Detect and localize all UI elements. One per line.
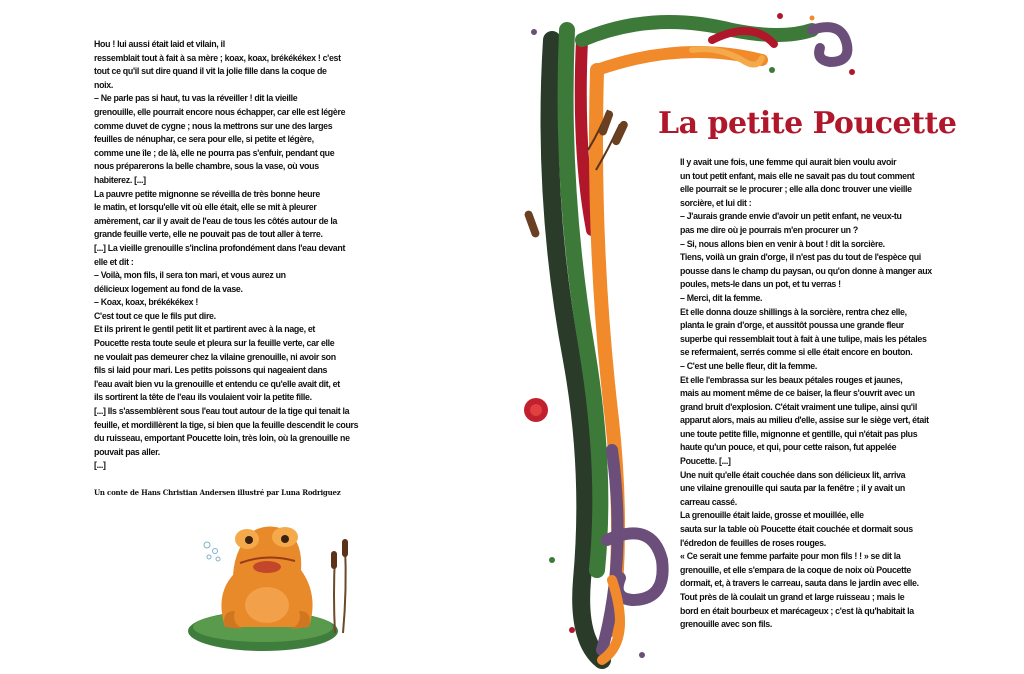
right-paragraph: Et elle donna douze shillings à la sorcière, rentra chez elle, planta le grain d'orge, et aussitôt poussa une grande fleur superbe qui ressemblait tout à fait à une tulipe, mais les pétales se refermaient, serrés comme si elle était encore en bouton. bbox=[680, 306, 927, 359]
frog-on-lily-pad-illustration bbox=[185, 515, 365, 655]
right-paragraph: « Ce serait une femme parfaite pour mon fils ! ! » se dit la grenouille, et elle s'empara de la coque de noix où Poucette dormait, et, à travers le carreau, sauta dans le jardin avec elle. bbox=[680, 551, 919, 590]
right-paragraph: – C'est une belle fleur, dit la femme. bbox=[680, 360, 818, 372]
left-paragraph: – Koax, koax, brékékékex ! bbox=[94, 297, 198, 309]
right-paragraph: – Merci, dit la femme. bbox=[680, 292, 763, 304]
left-paragraph: C'est tout ce que le fils put dire. bbox=[94, 310, 216, 322]
right-paragraph: Tout près de là coulait un grand et large ruisseau ; mais le bord en était bourbeux et marécageux ; c'est là qu'habitait la grenouille avec son fils. bbox=[680, 592, 914, 631]
left-paragraph: – Ne parle pas si haut, tu vas la réveiller ! dit la vieille grenouille, elle pourrait encore nous échapper, car elle est légère comme duvet de cygne ; nous la mettrons sur une des larges feuilles de nénuphar, ce sera pour elle, si petite et légère, comme une île ; de là, elle ne pourra pas s'enfuir, pendant que nous préparerons la belle chambre, sous la vase, où vous habiterez. [...] bbox=[94, 93, 346, 186]
right-page bbox=[512, 0, 1024, 674]
left-paragraph: [...] La vieille grenouille s'inclina profondément dans l'eau devant elle et dit : bbox=[94, 242, 346, 268]
illustration-credit: Un conte de Hans Christian Andersen illustré par Luna Rodriguez bbox=[94, 488, 341, 497]
left-paragraph: [...] bbox=[94, 460, 106, 472]
right-paragraph: – Si, nous allons bien en venir à bout ! dit la sorcière. Tiens, voilà un grain d'orge, il n'est pas du tout de l'espèce qui pousse dans le champ du paysan, ou qu'on donne à manger aux poules, mets-le dans un pot, et tu verras ! bbox=[680, 238, 932, 291]
left-paragraph: – Voilà, mon fils, il sera ton mari, et vous aurez un délicieux logement au fond de la vase. bbox=[94, 270, 286, 295]
right-paragraph: – J'aurais grande envie d'avoir un petit enfant, ne veux-tu pas me dire où je pourrais m'en procurer un ? bbox=[680, 211, 902, 236]
right-paragraph: La grenouille était laide, grosse et mouillée, elle sauta sur la table où Poucette était couchée et dormait sous l'édredon de feuilles de roses rouges. bbox=[680, 510, 913, 549]
right-paragraph: Et elle l'embrassa sur les beaux pétales rouges et jaunes, mais au moment même de ce baiser, la fleur s'ouvrit avec un grand bruit d'explosion. C'était vraiment une tulipe, ainsi qu'il apparut alors, mais au milieu d'elle, assise sur le siège vert, était une toute petite fille, mignonne et gentille, qui n'était pas plus haute qu'un pouce, et qui, pour cette raison, fut appelée Poucette. [...] bbox=[680, 374, 929, 468]
left-paragraph: [...] Ils s'assemblèrent sous l'eau tout autour de la tige qui tenait la feuille, et mordillèrent la tige, si bien que la feuille descendit le cours du ruisseau, emportant Poucette loin, très loin, où la grenouille ne pouvait pas aller. bbox=[94, 406, 359, 458]
right-paragraph: Il y avait une fois, une femme qui aurait bien voulu avoir un tout petit enfant, mais elle ne savait pas du tout comment elle pourrait se le procurer ; elle alla donc trouver une vieille sorcière, et lui dit : bbox=[680, 157, 915, 209]
left-paragraph: Hou ! lui aussi était laid et vilain, il ressemblait tout à fait à sa mère ; koax, koax, brékékékex ! c'est tout ce qu'il sut dire quand il vit la jolie fille dans la coque de noix. bbox=[94, 39, 341, 91]
left-paragraph: Et ils prirent le gentil petit lit et partirent avec à la nage, et Poucette resta toute seule et pleura sur la feuille verte, car elle ne voulait pas demeurer chez la vilaine grenouille, ni avoir son fils si laid pour mari. Les petits poissons qui nageaient dans l'eau avait bien vu la grenouille et entendu ce qu'elle avait dit, et ils sortirent la tête de l'eau ils voulaient voir la petite fille. bbox=[94, 324, 340, 404]
left-paragraph: La pauvre petite mignonne se réveilla de très bonne heure le matin, et lorsqu'elle vit où elle était, elle se mit à pleurer amèrement, car il y avait de l'eau de tous les côtés autour de la grande feuille verte, elle ne pouvait pas de tout aller à terre. bbox=[94, 188, 338, 241]
story-title: La petite Poucette bbox=[658, 106, 957, 141]
left-story-text bbox=[94, 38, 370, 473]
right-story-text bbox=[680, 156, 973, 632]
right-paragraph: Une nuit qu'elle était couchée dans son délicieux lit, arriva une vilaine grenouille qui sauta par la fenêtre ; il y avait un carreau cassé. bbox=[680, 469, 906, 508]
